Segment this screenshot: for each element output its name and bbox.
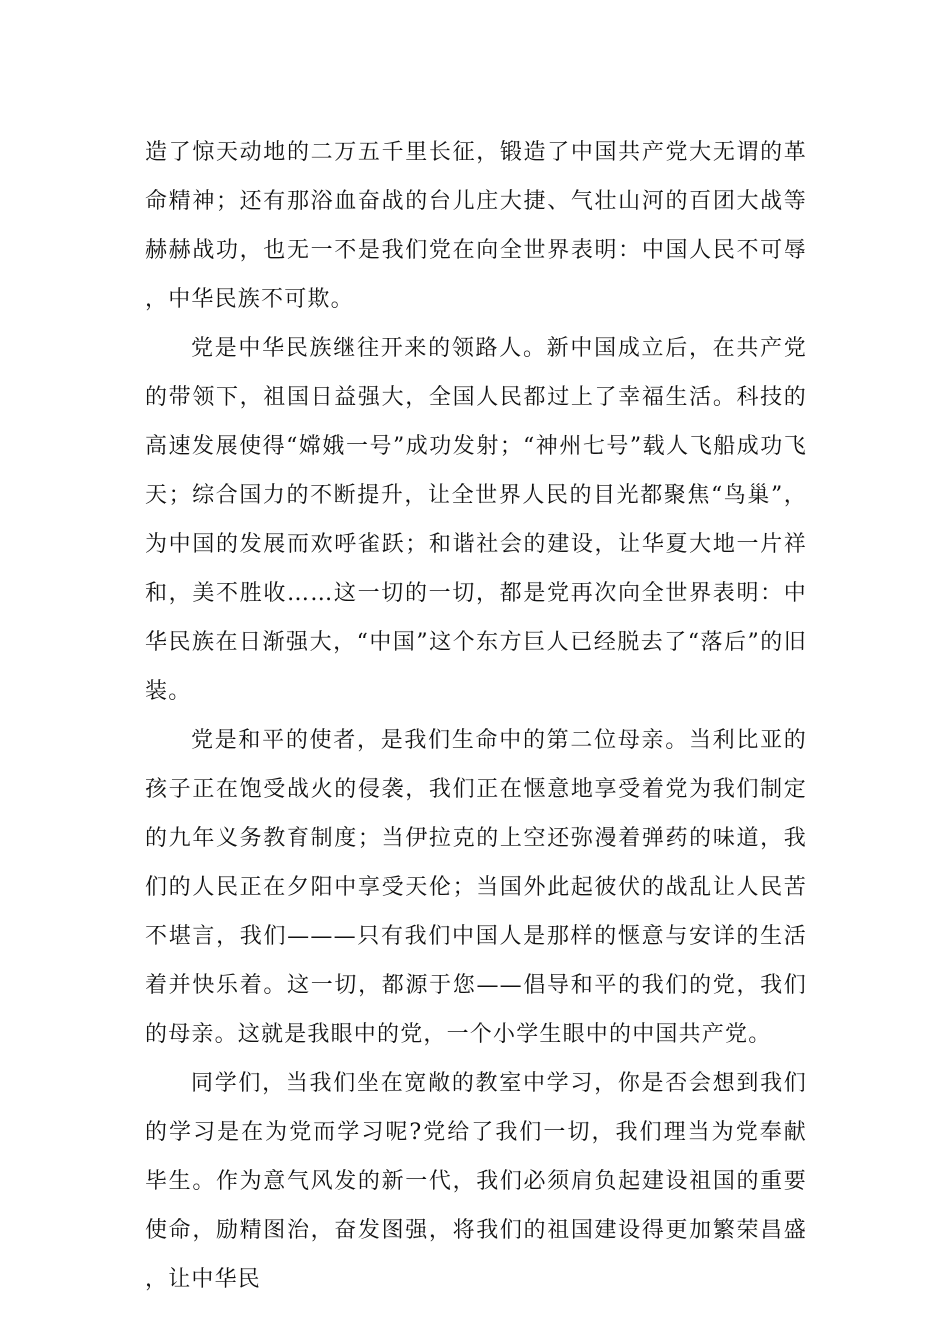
document-body bbox=[145, 128, 807, 1304]
paragraph-3: 党是和平的使者，是我们生命中的第二位母亲。当利比亚的孩子正在饱受战火的侵袭，我们正在惬意地享受着党为我们制定的九年义务教育制度；当伊拉克的上空还弥漫着弹药的味道，我们的人民正在夕阳中享受天伦；当国外此起彼伏的战乱让人民苦不堪言，我们———只有我们中国人是那样的惬意与安详的生活着并快乐着。这一切，都源于您——倡导和平的我们的党，我们的母亲。这就是我眼中的党，一个小学生眼中的中国共产党。 bbox=[145, 728, 807, 1047]
paragraph-4: 同学们，当我们坐在宽敞的教室中学习，你是否会想到我们的学习是在为党而学习呢?党给了我们一切，我们理当为党奉献毕生。作为意气风发的新一代，我们必须肩负起建设祖国的重要使命，励精图治，奋发图强，将我们的祖国建设得更加繁荣昌盛，让中华民 bbox=[145, 1071, 807, 1292]
paragraph-2: 党是中华民族继往开来的领路人。新中国成立后，在共产党的带领下，祖国日益强大，全国人民都过上了幸福生活。科技的高速发展使得“嫦娥一号”成功发射；“神州七号”载人飞船成功飞天；综合国力的不断提升，让全世界人民的目光都聚焦“鸟巢”，为中国的发展而欢呼雀跃；和谐社会的建设，让华夏大地一片祥和，美不胜收……这一切的一切，都是党再次向全世界表明：中华民族在日渐强大，“中国”这个东方巨人已经脱去了“落后”的旧装。 bbox=[145, 336, 807, 704]
paragraph-1: 造了惊天动地的二万五千里长征，锻造了中国共产党大无谓的革命精神；还有那浴血奋战的台儿庄大捷、气壮山河的百团大战等赫赫战功，也无一不是我们党在向全世界表明：中国人民不可辱，中华民族不可欺。 bbox=[145, 140, 807, 312]
